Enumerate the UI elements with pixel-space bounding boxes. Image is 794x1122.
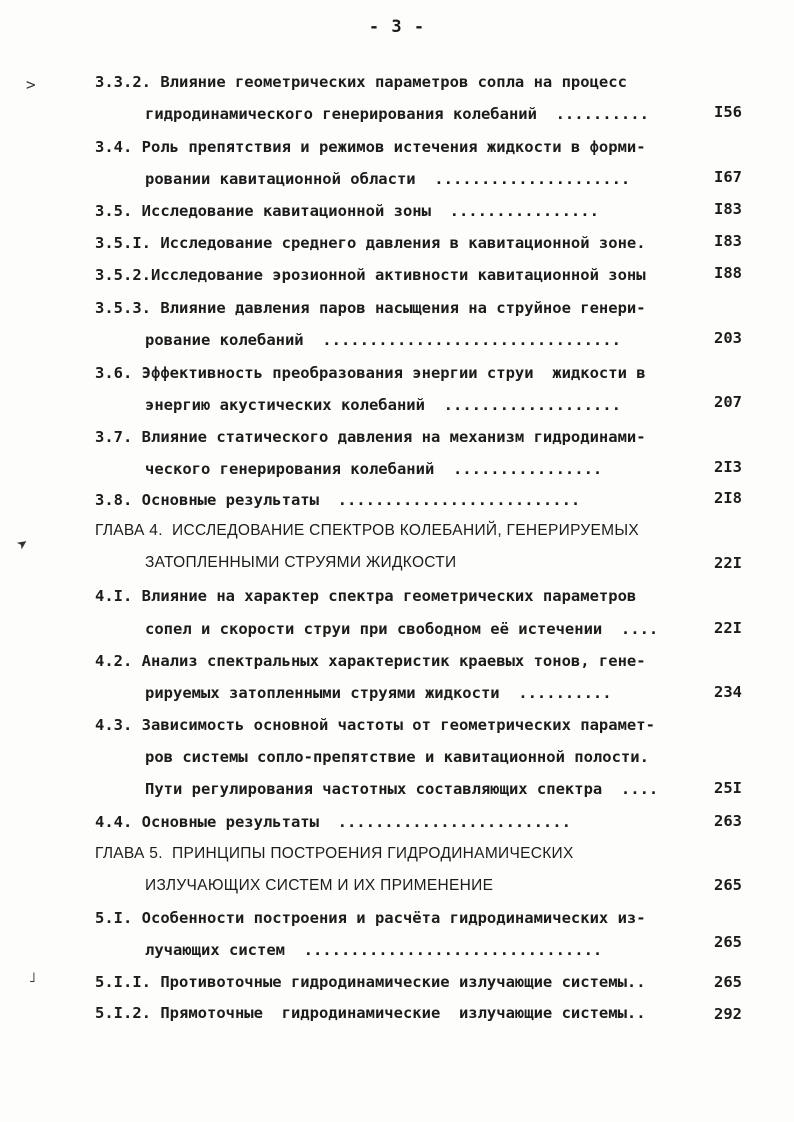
toc-chapter-5-line-2: ИЗЛУЧАЮЩИХ СИСТЕМ И ИХ ПРИМЕНЕНИЕ <box>145 877 494 894</box>
toc-entry-3-5-3-line-1: 3.5.3. Влияние давления паров насыщения на струйное генери- <box>95 299 646 317</box>
toc-entry-5-1-2-line-1: 5.I.2. Прямоточные гидродинамические излучающие системы.. <box>95 1004 646 1022</box>
toc-entry-3-5-1-line-1: 3.5.I. Исследование среднего давления в кавитационной зоне. <box>95 234 646 252</box>
toc-entry-3-4-page: I67 <box>714 168 742 186</box>
toc-entry-3-3-2-page: I56 <box>714 103 742 121</box>
toc-entry-4-2-line-1: 4.2. Анализ спектральных характеристик краевых тонов, гене- <box>95 652 646 670</box>
toc-entry-3-6-line-2: энергию акустических колебаний ................... <box>145 396 621 414</box>
toc-entry-3-4-line-1: 3.4. Роль препятствия и режимов истечения жидкости в форми- <box>95 138 646 156</box>
toc-entry-5-1-page: 265 <box>714 933 742 951</box>
toc-entry-5-1-line-2: лучающих систем ................................ <box>145 941 603 959</box>
toc-entry-3-5-3-page: 203 <box>714 329 742 347</box>
toc-entry-3-6-page: 207 <box>714 393 742 411</box>
toc-entry-3-6-line-1: 3.6. Эффективность преобразования энергии струи жидкости в <box>95 364 646 382</box>
toc-entry-4-2-line-2: рируемых затопленными струями жидкости .......... <box>145 684 612 702</box>
toc-entry-3-7-line-1: 3.7. Влияние статического давления на механизм гидродинами- <box>95 428 646 446</box>
toc-entry-3-3-2-line-1: 3.3.2. Влияние геометрических параметров сопла на процесс <box>95 73 627 91</box>
toc-chapter-4-line-2: ЗАТОПЛЕННЫМИ СТРУЯМИ ЖИДКОСТИ <box>145 554 457 571</box>
page-number: - 3 - <box>368 17 426 37</box>
toc-entry-3-7-page: 2I3 <box>714 458 742 476</box>
toc-entry-3-3-2-line-2: гидродинамического генерирования колебаний .......... <box>145 105 649 123</box>
toc-entry-4-3-line-1: 4.3. Зависимость основной частоты от геометрических парамет- <box>95 716 655 734</box>
toc-chapter-5-page: 265 <box>714 876 742 894</box>
toc-entry-4-2-page: 234 <box>714 683 742 701</box>
toc-entry-4-4-line-1: 4.4. Основные результаты ......................... <box>95 813 571 831</box>
toc-entry-5-1-1-line-1: 5.I.I. Противоточные гидродинамические излучающие системы.. <box>95 973 646 991</box>
margin-mark-bottom: ˩ <box>28 970 37 986</box>
toc-entry-3-5-3-line-2: рование колебаний ................................ <box>145 331 621 349</box>
toc-entry-5-1-line-1: 5.I. Особенности построения и расчёта гидродинамических из- <box>95 909 646 927</box>
toc-chapter-4-line-1: ГЛАВА 4. ИССЛЕДОВАНИЕ СПЕКТРОВ КОЛЕБАНИЙ, ГЕНЕРИРУЕМЫХ <box>95 522 640 539</box>
toc-entry-4-3-page: 25I <box>714 779 742 797</box>
toc-entry-5-1-2-page: 292 <box>714 1005 742 1023</box>
toc-entry-4-1-page: 22I <box>714 619 742 637</box>
toc-entry-4-3-line-3: Пути регулирования частотных составляющих спектра .... <box>145 780 659 798</box>
toc-entry-3-5-1-page: I83 <box>714 232 742 250</box>
toc-chapter-5-line-1: ГЛАВА 5. ПРИНЦИПЫ ПОСТРОЕНИЯ ГИДРОДИНАМИЧЕСКИХ <box>95 845 574 862</box>
toc-entry-3-5-2-line-1: 3.5.2.Исследование эрозионной активности кавитационной зоны <box>95 266 646 284</box>
toc-entry-3-8-line-1: 3.8. Основные результаты .......................... <box>95 491 581 509</box>
toc-entry-4-4-page: 263 <box>714 812 742 830</box>
toc-entry-3-7-line-2: ческого генерирования колебаний ................ <box>145 460 603 478</box>
toc-entry-4-1-line-1: 4.I. Влияние на характер спектра геометрических параметров <box>95 587 637 605</box>
margin-mark-top: > <box>26 75 36 94</box>
margin-mark-arrow: ➤ <box>12 532 34 557</box>
toc-entry-3-5-page: I83 <box>714 200 742 218</box>
toc-entry-3-5-2-page: I88 <box>714 264 742 282</box>
toc-entry-3-5-line-1: 3.5. Исследование кавитационной зоны ................ <box>95 202 599 220</box>
toc-chapter-4-page: 22I <box>714 554 742 572</box>
toc-entry-3-8-page: 2I8 <box>714 489 742 507</box>
toc-entry-4-1-line-2: сопел и скорости струи при свободном её истечении .... <box>145 620 659 638</box>
toc-entry-5-1-1-page: 265 <box>714 973 742 991</box>
toc-entry-3-4-line-2: ровании кавитационной области ..................... <box>145 170 631 188</box>
toc-entry-4-3-line-2: ров системы сопло-препятствие и кавитационной полости. <box>145 748 649 766</box>
